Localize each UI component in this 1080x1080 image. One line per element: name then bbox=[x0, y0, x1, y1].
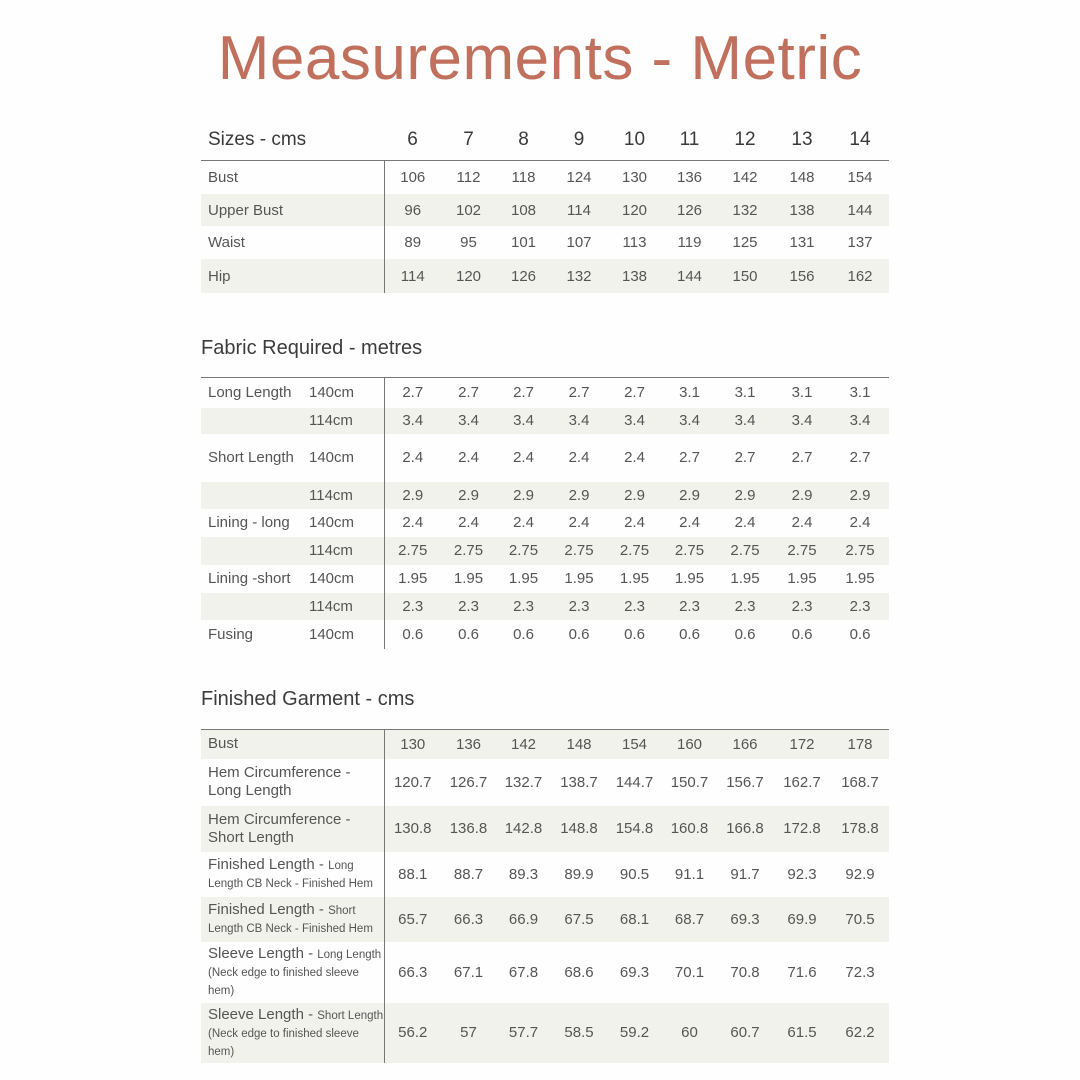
cell-value: 2.7 bbox=[607, 378, 662, 408]
cell-value: 126 bbox=[662, 194, 717, 226]
cell-value: 142.8 bbox=[496, 806, 551, 852]
fabric-width: 114cm bbox=[305, 593, 384, 620]
fabric-row bbox=[201, 482, 889, 509]
fabric-width: 140cm bbox=[305, 565, 384, 593]
cell-value: 2.3 bbox=[384, 593, 441, 620]
cell-value: 126 bbox=[496, 259, 551, 293]
sizes-table bbox=[201, 120, 889, 293]
cell-value: 178 bbox=[831, 730, 889, 759]
fabric-width: 140cm bbox=[305, 378, 384, 408]
cell-value: 2.4 bbox=[513, 449, 534, 466]
finished-row bbox=[201, 1003, 889, 1063]
cell-value: 2.7 bbox=[791, 449, 813, 466]
cell-value: 89.9 bbox=[564, 865, 594, 883]
fabric-row bbox=[201, 593, 889, 620]
finished-label-main: Finished Length - bbox=[208, 856, 329, 873]
fabric-row-label: Long Length bbox=[201, 378, 305, 408]
cell-value: 2.3 bbox=[717, 593, 773, 620]
cell-value: 60.7 bbox=[717, 1003, 773, 1063]
row-label: Hip bbox=[201, 259, 384, 293]
cell-value: 92.3 bbox=[787, 865, 817, 883]
cell-value: 2.4 bbox=[568, 449, 590, 466]
cell-value: 62.2 bbox=[831, 1003, 889, 1063]
cell-value: 136 bbox=[676, 168, 703, 186]
cell-value: 0.6 bbox=[624, 625, 645, 643]
fabric-row bbox=[201, 509, 889, 537]
cell-value: 89.3 bbox=[508, 865, 539, 883]
cell-value: 132 bbox=[551, 259, 607, 293]
finished-section-title: Finished Garment - cms bbox=[201, 688, 415, 710]
cell-value: 138 bbox=[773, 194, 831, 226]
cell-value: 168.7 bbox=[841, 773, 879, 791]
cell-value: 120.7 bbox=[393, 773, 432, 791]
cell-value: 162.7 bbox=[783, 773, 821, 791]
cell-value: 1.95 bbox=[619, 570, 650, 587]
cell-value: 120 bbox=[441, 259, 496, 293]
cell-value: 65.7 bbox=[384, 897, 441, 942]
fabric-row bbox=[201, 565, 889, 593]
cell-value: 2.9 bbox=[441, 482, 496, 509]
fabric-row-label: Short Length bbox=[208, 449, 294, 466]
finished-label-note: Short Length CB Neck - Finished Hem bbox=[208, 905, 373, 935]
size-column-header: 12 bbox=[717, 120, 773, 160]
cell-value: 0.6 bbox=[791, 625, 813, 643]
size-column-header: 10 bbox=[607, 120, 662, 160]
cell-value: 67.8 bbox=[508, 963, 539, 981]
cell-value: 138.7 bbox=[560, 773, 598, 791]
cell-value: 144 bbox=[662, 259, 717, 293]
cell-value: 0.6 bbox=[402, 625, 424, 643]
cell-value: 58.5 bbox=[551, 1003, 607, 1063]
cell-value: 124 bbox=[566, 168, 592, 186]
cell-value: 166 bbox=[717, 730, 773, 759]
cell-value: 2.4 bbox=[734, 514, 756, 531]
finished-label-main: Sleeve Length - bbox=[208, 945, 318, 962]
cell-value: 131 bbox=[789, 234, 815, 251]
cell-value: 66.3 bbox=[398, 963, 428, 981]
fabric-row bbox=[201, 537, 889, 565]
cell-value: 3.1 bbox=[773, 378, 831, 408]
cell-value: 0.6 bbox=[513, 625, 534, 643]
cell-value: 67.1 bbox=[453, 963, 484, 981]
cell-value: 2.4 bbox=[402, 514, 424, 531]
finished-row bbox=[201, 806, 889, 852]
finished-label-note: Long Length CB Neck - Finished Hem bbox=[208, 860, 373, 890]
cell-value: 0.6 bbox=[458, 625, 479, 643]
cell-value: 88.7 bbox=[453, 865, 484, 883]
cell-value: 130 bbox=[384, 730, 441, 759]
cell-value: 172 bbox=[773, 730, 831, 759]
cell-value: 68.6 bbox=[564, 963, 594, 981]
cell-value: 3.4 bbox=[607, 408, 662, 434]
size-column-header: 11 bbox=[662, 120, 717, 160]
fabric-row bbox=[201, 408, 889, 434]
finished-row bbox=[201, 730, 889, 759]
finished-row-label bbox=[201, 1003, 384, 1063]
cell-value: 0.6 bbox=[679, 625, 700, 643]
cell-value: 1.95 bbox=[453, 570, 484, 587]
cell-value: 1.95 bbox=[398, 570, 428, 587]
cell-value: 2.4 bbox=[624, 514, 645, 531]
cell-value: 69.3 bbox=[717, 897, 773, 942]
finished-row-label bbox=[201, 730, 384, 759]
cell-value: 150 bbox=[717, 259, 773, 293]
cell-value: 2.3 bbox=[441, 593, 496, 620]
cell-value: 148.8 bbox=[551, 806, 607, 852]
cell-value: 160.8 bbox=[662, 806, 717, 852]
cell-value: 2.9 bbox=[773, 482, 831, 509]
cell-value: 2.75 bbox=[441, 537, 496, 565]
cell-value: 118 bbox=[511, 168, 536, 186]
cell-value: 2.75 bbox=[496, 537, 551, 565]
cell-value: 68.7 bbox=[662, 897, 717, 942]
cell-value: 92.9 bbox=[845, 865, 875, 883]
cell-value: 137 bbox=[847, 234, 873, 251]
cell-value: 2.3 bbox=[551, 593, 607, 620]
cell-value: 96 bbox=[384, 194, 441, 226]
cell-value: 2.4 bbox=[568, 514, 590, 531]
cell-value: 2.4 bbox=[849, 514, 871, 531]
cell-value: 57 bbox=[441, 1003, 496, 1063]
cell-value: 3.4 bbox=[551, 408, 607, 434]
cell-value: 3.4 bbox=[773, 408, 831, 434]
cell-value: 2.9 bbox=[384, 482, 441, 509]
cell-value: 3.4 bbox=[831, 408, 889, 434]
cell-value: 148 bbox=[551, 730, 607, 759]
cell-value: 91.7 bbox=[730, 865, 760, 883]
row-label: Waist bbox=[201, 226, 384, 259]
cell-value: 1.95 bbox=[674, 570, 705, 587]
cell-value: 2.9 bbox=[607, 482, 662, 509]
fabric-table bbox=[201, 377, 889, 649]
cell-value: 2.9 bbox=[831, 482, 889, 509]
size-column-header: 8 bbox=[496, 120, 551, 160]
cell-value: 2.7 bbox=[551, 378, 607, 408]
cell-value: 2.4 bbox=[513, 514, 534, 531]
sizes-row bbox=[201, 194, 889, 226]
cell-value: 59.2 bbox=[607, 1003, 662, 1063]
cell-value: 136.8 bbox=[441, 806, 496, 852]
cell-value: 130 bbox=[621, 168, 648, 186]
sizes-row bbox=[201, 259, 889, 293]
cell-value: 154 bbox=[847, 168, 873, 186]
cell-value: 130.8 bbox=[384, 806, 441, 852]
cell-value: 132 bbox=[717, 194, 773, 226]
cell-value: 1.95 bbox=[508, 570, 539, 587]
fabric-row-label bbox=[201, 408, 305, 434]
fabric-row-label: Lining -short bbox=[208, 570, 291, 587]
cell-value: 148 bbox=[789, 168, 815, 186]
cell-value: 91.1 bbox=[674, 865, 705, 883]
cell-value: 2.3 bbox=[496, 593, 551, 620]
cell-value: 142 bbox=[732, 168, 758, 186]
cell-value: 2.9 bbox=[717, 482, 773, 509]
fabric-row bbox=[201, 378, 889, 408]
cell-value: 1.95 bbox=[845, 570, 875, 587]
fabric-width: 114cm bbox=[305, 482, 384, 509]
cell-value: 2.75 bbox=[384, 537, 441, 565]
cell-value: 69.9 bbox=[773, 897, 831, 942]
finished-row bbox=[201, 897, 889, 942]
sizes-header-label: Sizes - cms bbox=[201, 120, 384, 160]
cell-value: 3.1 bbox=[662, 378, 717, 408]
cell-value: 2.75 bbox=[551, 537, 607, 565]
finished-table bbox=[201, 729, 889, 1063]
cell-value: 2.3 bbox=[607, 593, 662, 620]
size-column-header: 14 bbox=[831, 120, 889, 160]
cell-value: 71.6 bbox=[787, 963, 817, 981]
sizes-header-row bbox=[201, 120, 889, 160]
size-column-header: 13 bbox=[773, 120, 831, 160]
cell-value: 72.3 bbox=[845, 963, 875, 981]
cell-value: 2.3 bbox=[831, 593, 889, 620]
finished-label-main: Hem Circumference - Long Length bbox=[208, 764, 351, 799]
finished-label-main: Hem Circumference - Short Length bbox=[208, 810, 351, 846]
cell-value: 2.75 bbox=[607, 537, 662, 565]
cell-value: 108 bbox=[496, 194, 551, 226]
cell-value: 2.9 bbox=[496, 482, 551, 509]
finished-label-note: Long Length (Neck edge to finished sleeve hem) bbox=[208, 949, 382, 997]
finished-row-label bbox=[201, 852, 384, 897]
fabric-row-label bbox=[201, 482, 305, 509]
cell-value: 90.5 bbox=[619, 865, 650, 883]
cell-value: 162 bbox=[831, 259, 889, 293]
finished-row bbox=[201, 942, 889, 1003]
finished-row bbox=[201, 852, 889, 897]
cell-value: 60 bbox=[662, 1003, 717, 1063]
cell-value: 95 bbox=[460, 234, 477, 251]
cell-value: 144 bbox=[831, 194, 889, 226]
cell-value: 70.5 bbox=[831, 897, 889, 942]
cell-value: 2.4 bbox=[458, 514, 479, 531]
cell-value: 112 bbox=[456, 168, 481, 186]
finished-row bbox=[201, 759, 889, 806]
sizes-row bbox=[201, 226, 889, 259]
finished-row-label bbox=[201, 942, 384, 1003]
cell-value: 2.7 bbox=[441, 378, 496, 408]
cell-value: 120 bbox=[607, 194, 662, 226]
fabric-width: 140cm bbox=[305, 434, 384, 482]
fabric-row bbox=[201, 434, 889, 482]
cell-value: 114 bbox=[551, 194, 607, 226]
fabric-row bbox=[201, 620, 889, 649]
fabric-width: 140cm bbox=[305, 509, 384, 537]
cell-value: 2.75 bbox=[717, 537, 773, 565]
size-column-header: 7 bbox=[441, 120, 496, 160]
fabric-row-label: Fusing bbox=[208, 625, 254, 643]
cell-value: 3.1 bbox=[717, 378, 773, 408]
cell-value: 2.4 bbox=[679, 514, 700, 531]
cell-value: 126.7 bbox=[449, 773, 488, 791]
finished-label-main: Finished Length - bbox=[208, 901, 329, 918]
cell-value: 2.75 bbox=[662, 537, 717, 565]
cell-value: 102 bbox=[441, 194, 496, 226]
finished-label-main: Sleeve Length - bbox=[208, 1005, 318, 1023]
cell-value: 2.9 bbox=[551, 482, 607, 509]
cell-value: 3.4 bbox=[496, 408, 551, 434]
fabric-width: 114cm bbox=[305, 537, 384, 565]
fabric-row-label bbox=[201, 537, 305, 565]
cell-value: 2.7 bbox=[496, 378, 551, 408]
cell-value: 0.6 bbox=[568, 625, 590, 643]
cell-value: 144.7 bbox=[615, 773, 654, 791]
cell-value: 2.3 bbox=[773, 593, 831, 620]
cell-value: 178.8 bbox=[831, 806, 889, 852]
cell-value: 106 bbox=[400, 168, 426, 186]
cell-value: 2.4 bbox=[402, 449, 424, 466]
cell-value: 2.4 bbox=[791, 514, 813, 531]
cell-value: 136 bbox=[441, 730, 496, 759]
cell-value: 125 bbox=[732, 234, 758, 251]
row-label: Upper Bust bbox=[201, 194, 384, 226]
cell-value: 107 bbox=[566, 234, 592, 251]
cell-value: 67.5 bbox=[551, 897, 607, 942]
size-column-header: 9 bbox=[551, 120, 607, 160]
cell-value: 66.3 bbox=[441, 897, 496, 942]
cell-value: 66.9 bbox=[496, 897, 551, 942]
sizes-row bbox=[201, 160, 889, 194]
cell-value: 3.4 bbox=[441, 408, 496, 434]
cell-value: 166.8 bbox=[717, 806, 773, 852]
cell-value: 154.8 bbox=[607, 806, 662, 852]
finished-row-label bbox=[201, 897, 384, 942]
fabric-row-label bbox=[201, 593, 305, 620]
cell-value: 114 bbox=[384, 259, 441, 293]
cell-value: 1.95 bbox=[730, 570, 760, 587]
cell-value: 2.75 bbox=[831, 537, 889, 565]
cell-value: 113 bbox=[622, 234, 647, 251]
cell-value: 3.4 bbox=[384, 408, 441, 434]
cell-value: 119 bbox=[677, 234, 702, 251]
cell-value: 2.4 bbox=[458, 449, 479, 466]
size-column-header: 6 bbox=[384, 120, 441, 160]
fabric-width: 140cm bbox=[305, 620, 384, 649]
cell-value: 154 bbox=[607, 730, 662, 759]
finished-row-label bbox=[201, 759, 384, 806]
cell-value: 142 bbox=[496, 730, 551, 759]
cell-value: 0.6 bbox=[734, 625, 756, 643]
cell-value: 156 bbox=[773, 259, 831, 293]
cell-value: 101 bbox=[510, 234, 537, 251]
page-title: Measurements - Metric bbox=[217, 24, 863, 93]
cell-value: 2.7 bbox=[679, 449, 700, 466]
finished-label-main: Bust bbox=[208, 735, 239, 753]
fabric-width: 114cm bbox=[305, 408, 384, 434]
cell-value: 2.75 bbox=[773, 537, 831, 565]
cell-value: 89 bbox=[404, 234, 422, 251]
fabric-section-title: Fabric Required - metres bbox=[201, 337, 423, 359]
cell-value: 3.4 bbox=[662, 408, 717, 434]
cell-value: 132.7 bbox=[504, 773, 543, 791]
cell-value: 0.6 bbox=[849, 625, 871, 643]
finished-label-note: Short Length (Neck edge to finished sleeve hem) bbox=[208, 1009, 384, 1058]
cell-value: 1.95 bbox=[564, 570, 594, 587]
cell-value: 61.5 bbox=[773, 1003, 831, 1063]
cell-value: 2.4 bbox=[624, 449, 645, 466]
cell-value: 2.3 bbox=[662, 593, 717, 620]
cell-value: 150.7 bbox=[670, 773, 709, 791]
cell-value: 3.1 bbox=[831, 378, 889, 408]
finished-row-label bbox=[201, 806, 384, 852]
cell-value: 138 bbox=[607, 259, 662, 293]
cell-value: 57.7 bbox=[496, 1003, 551, 1063]
cell-value: 160 bbox=[662, 730, 717, 759]
cell-value: 2.7 bbox=[849, 449, 871, 466]
cell-value: 2.9 bbox=[662, 482, 717, 509]
cell-value: 172.8 bbox=[773, 806, 831, 852]
cell-value: 69.3 bbox=[619, 963, 650, 981]
cell-value: 3.4 bbox=[717, 408, 773, 434]
cell-value: 56.2 bbox=[384, 1003, 441, 1063]
cell-value: 88.1 bbox=[398, 865, 428, 883]
cell-value: 156.7 bbox=[726, 773, 764, 791]
cell-value: 70.8 bbox=[730, 963, 760, 981]
cell-value: 68.1 bbox=[607, 897, 662, 942]
cell-value: 70.1 bbox=[674, 963, 705, 981]
row-label: Bust bbox=[201, 160, 384, 194]
cell-value: 1.95 bbox=[787, 570, 817, 587]
fabric-row-label: Lining - long bbox=[208, 514, 290, 531]
cell-value: 2.7 bbox=[734, 449, 756, 466]
cell-value: 2.7 bbox=[384, 378, 441, 408]
